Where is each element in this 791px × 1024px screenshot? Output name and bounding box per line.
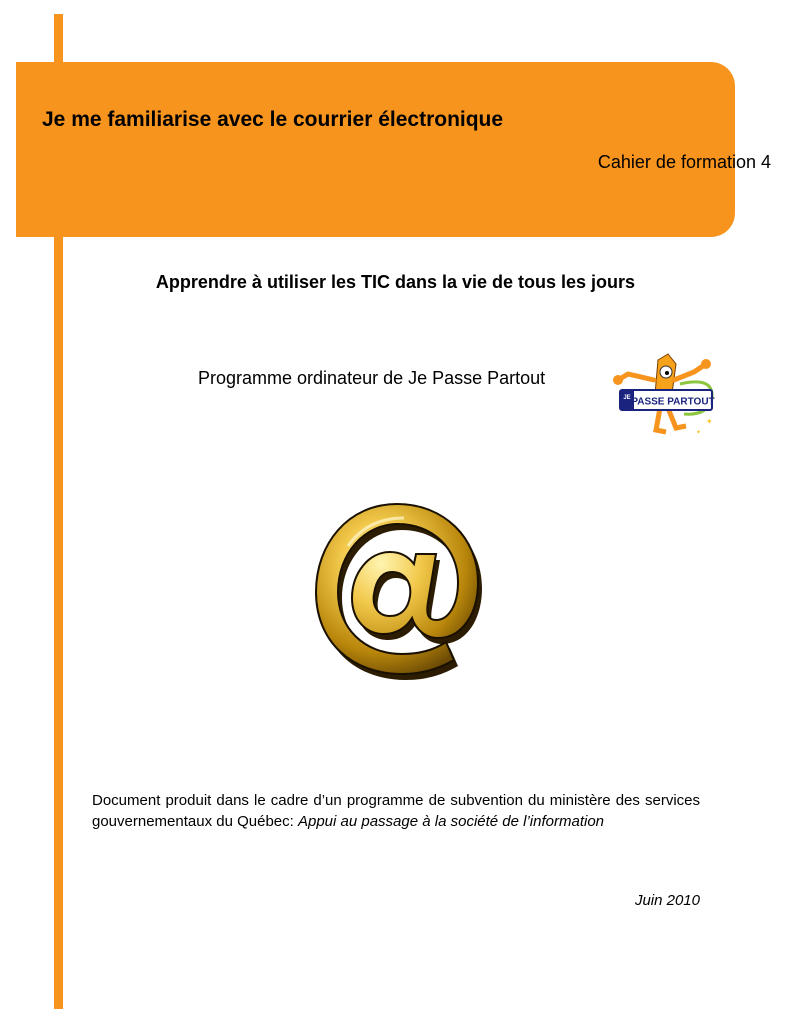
at-sign-icon <box>308 496 486 680</box>
svg-text:✦: ✦ <box>696 429 702 436</box>
tagline <box>0 272 791 293</box>
logo-text: PASSE PARTOUT <box>631 396 715 408</box>
title-banner <box>16 62 735 237</box>
page-subtitle: Cahier de formation 4 <box>597 152 771 172</box>
page-title: Je me familiarise avec le courrier électronique <box>42 108 504 131</box>
tagline-text: Apprendre à utiliser les TIC dans la vie de tous les jours <box>155 272 636 292</box>
funding-program-name: Appui au passage à la société de l’information <box>297 813 605 830</box>
logo-prefix-text: JE <box>623 395 631 401</box>
passe-partout-logo <box>610 350 720 436</box>
funding-statement <box>92 790 700 832</box>
publication-date: Juin 2010 <box>634 892 700 909</box>
svg-text:✦: ✦ <box>706 417 713 426</box>
program-name: Programme ordinateur de Je Passe Partout <box>198 368 546 388</box>
funding-statement-text: Document produit dans le cadre d’un programme de subvention du ministère des services gouvernementaux du Québec: <box>92 792 700 830</box>
